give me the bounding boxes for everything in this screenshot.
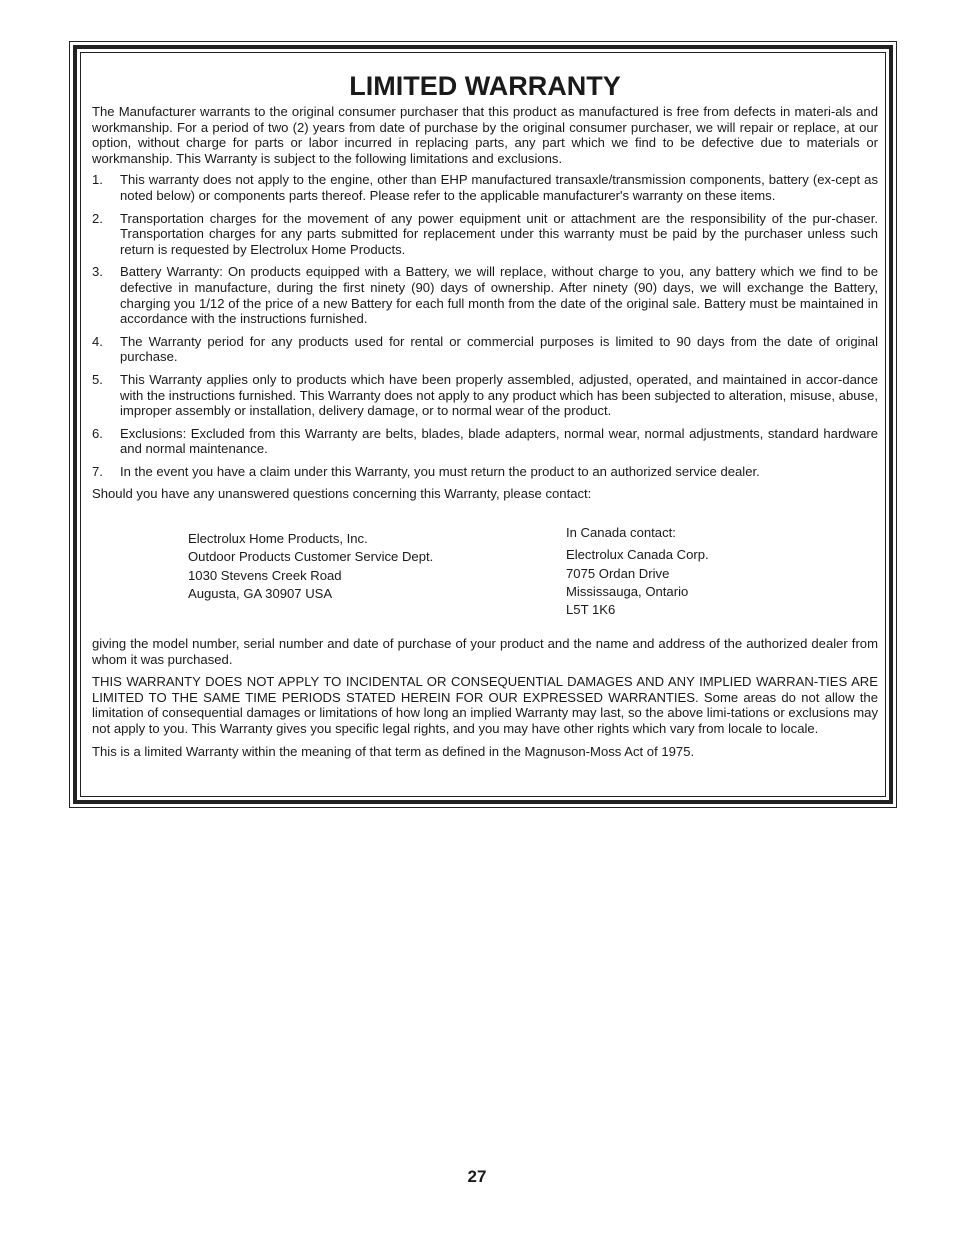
list-item-number: 2.: [92, 210, 103, 226]
list-item: [92, 264, 878, 326]
warranty-content: [92, 70, 878, 766]
list-item-text: The Warranty period for any products used for rental or commercial purposes is limited to 90 days from the date of original purchase.: [120, 333, 878, 365]
list-item-text: Exclusions: Excluded from this Warranty are belts, blades, blade adapters, normal wear, normal adjustments, standard hardware and normal maintenance.: [120, 425, 878, 457]
list-item: [92, 211, 878, 258]
contact-block: [92, 508, 878, 636]
us-contact-city: Augusta, GA 30907 USA: [188, 585, 333, 601]
list-item: [92, 372, 878, 419]
intro-paragraph: The Manufacturer warrants to the original consumer purchaser that this product as manufactured is free from defects in materi-als and workmanship. For a period of two (2) years from date of purchase by the original consumer purchaser, we will repair or replace, at our option, without charge for parts or labor incurred in replacing parts, any part which we find to be defective due to materials or workmanship. This Warranty is subject to the following limitations and exclusions.: [92, 104, 878, 166]
us-contact-company: Electrolux Home Products, Inc.: [188, 531, 368, 547]
magnuson-moss-paragraph: This is a limited Warranty within the meaning of that term as defined in the Magnuson-Moss Act of 1975.: [92, 743, 695, 759]
canada-contact-address: [566, 524, 709, 619]
canada-contact-postal: L5T 1K6: [566, 602, 616, 618]
list-item-text: Battery Warranty: On products equipped with a Battery, we will replace, without charge to you, any battery which we find to be defective in manufacture, during the first ninety (90) days of ownership. After ninety (90) days, we will exchange the Battery, charging you 1/12 of the price of a new Battery for each full month from the date of the original sale. Battery must be maintained in accordance with the instructions furnished.: [120, 264, 878, 327]
limitations-list: [92, 172, 878, 479]
us-contact-address: [188, 530, 433, 603]
list-item-number: 6.: [92, 425, 103, 441]
page-title: LIMITED WARRANTY: [349, 71, 621, 101]
list-item-number: 1.: [92, 172, 103, 188]
list-item-text: This warranty does not apply to the engine, other than EHP manufactured transaxle/transmission components, battery (ex-cept as noted below) or components parts thereof. Please refer to the applicable manufacturer's warranty on these items.: [120, 172, 878, 203]
list-item-text: This Warranty applies only to products which have been properly assembled, adjusted, operated, and maintained in accor-dance with the instructions furnished. This Warranty does not apply to any product which has been subjected to alteration, misuse, abuse, improper assembly or installation, delivery damage, or to normal wear of the product.: [120, 371, 878, 419]
list-item-number: 7.: [92, 463, 103, 479]
giving-paragraph: giving the model number, serial number and date of purchase of your product and the name and address of the authorized dealer from whom it was purchased.: [92, 636, 878, 667]
list-item: [92, 464, 878, 480]
list-item-number: 3.: [92, 264, 103, 280]
canada-contact-city: Mississauga, Ontario: [566, 583, 689, 599]
list-item-text: Transportation charges for the movement of any power equipment unit or attachment are the responsibility of the pur-chaser. Transportation charges for any parts submitted for replacement under this warranty must be paid by the purchaser unless such return is requested by Electrolux Home Products.: [120, 210, 878, 257]
list-item: [92, 334, 878, 365]
list-item-number: 5.: [92, 371, 103, 387]
canada-contact-heading: In Canada contact:: [566, 525, 676, 541]
canada-contact-street: 7075 Ordan Drive: [566, 565, 670, 581]
us-contact-department: Outdoor Products Customer Service Dept.: [188, 549, 434, 565]
list-item-number: 4.: [92, 333, 103, 349]
disclaimer-paragraph: THIS WARRANTY DOES NOT APPLY TO INCIDENTAL OR CONSEQUENTIAL DAMAGES AND ANY IMPLIED WARRAN-TIES ARE LIMITED TO THE SAME TIME PERIODS STATED HEREIN FOR OUR EXPRESSED WARRANTIES. Some areas do not allow the limitation of consequential damages or limitations of how long an implied Warranty may last, so the above limi-tations or exclusions may not apply to you. This Warranty gives you specific legal rights, and you may have other rights which vary from locale to locale.: [92, 674, 878, 737]
canada-contact-company: Electrolux Canada Corp.: [566, 547, 709, 563]
page-number: 27: [467, 1167, 487, 1186]
us-contact-street: 1030 Stevens Creek Road: [188, 567, 342, 583]
list-item: [92, 172, 878, 203]
list-item: [92, 426, 878, 457]
list-item-text: In the event you have a claim under this Warranty, you must return the product to an authorized service dealer.: [120, 463, 760, 479]
questions-paragraph: Should you have any unanswered questions concerning this Warranty, please contact:: [92, 486, 592, 502]
